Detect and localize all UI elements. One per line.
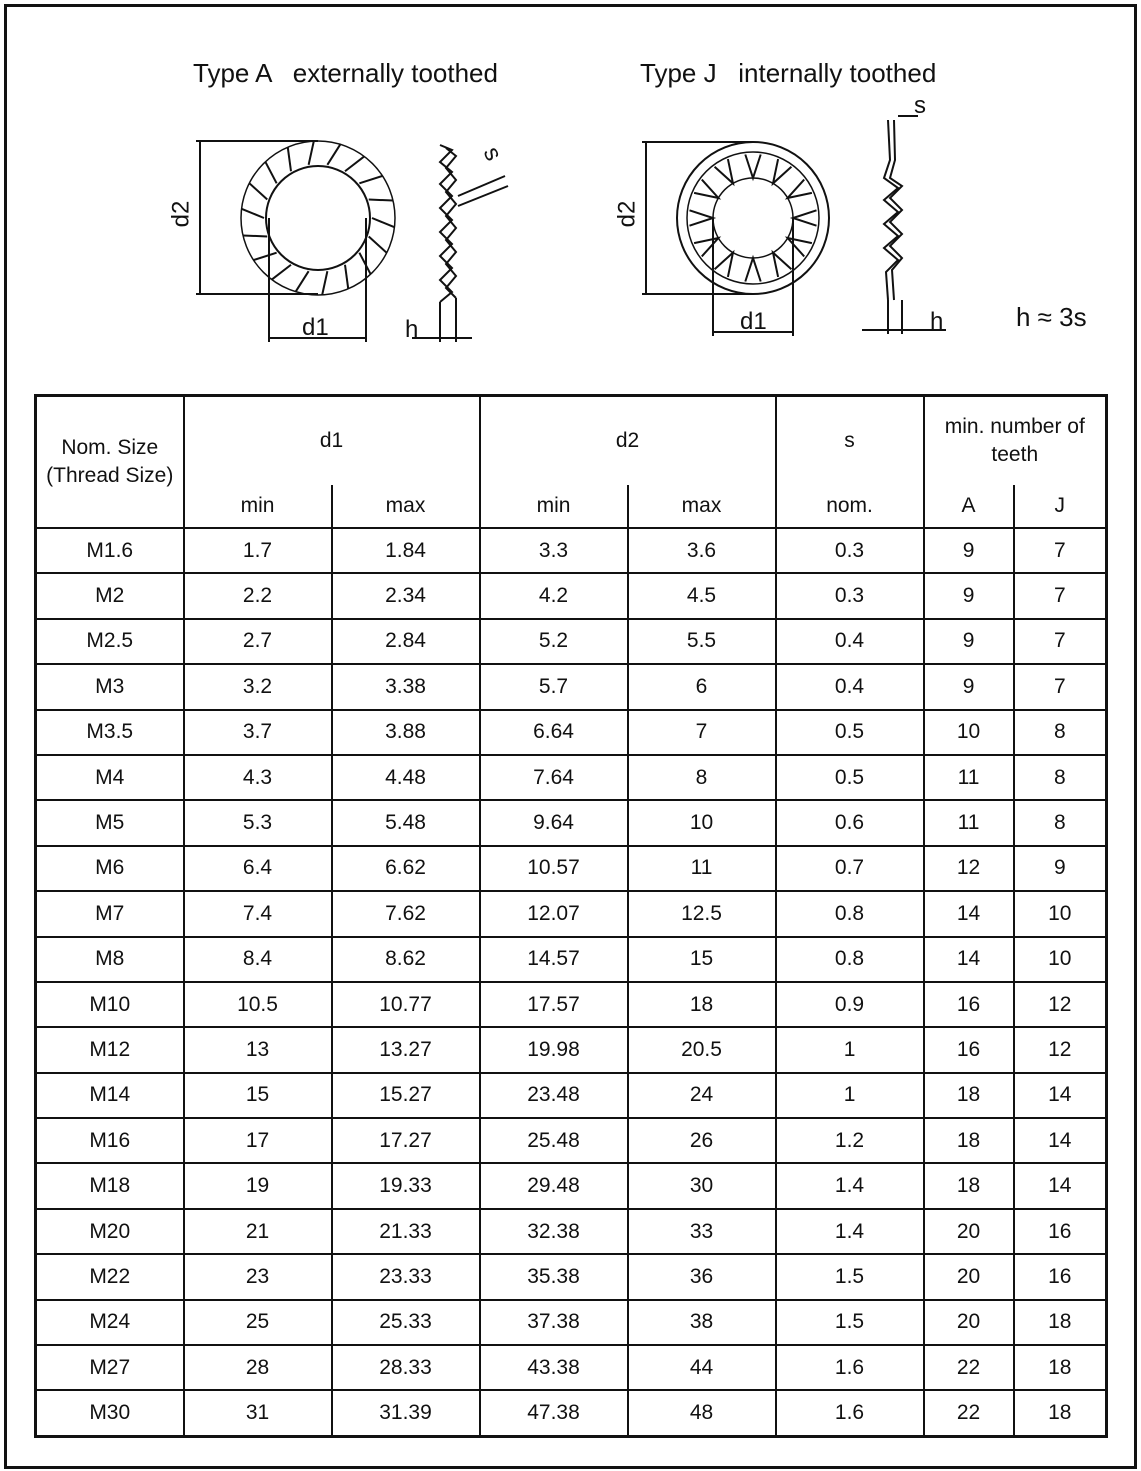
d1-max-cell: 10.77 — [332, 982, 480, 1027]
d1-min-cell: 17 — [184, 1118, 332, 1163]
d1-min-cell: 23 — [184, 1254, 332, 1299]
header-row-2 — [36, 485, 1107, 528]
nom-size-cell: M2.5 — [36, 619, 184, 664]
type-a-d2-label: d2 — [167, 200, 195, 228]
d1-min-cell: 4.3 — [184, 755, 332, 800]
type-j-h-label: h — [930, 308, 944, 335]
type-a-tooth — [242, 209, 264, 218]
type-a-tooth — [288, 147, 291, 171]
d1-min-cell: 5.3 — [184, 800, 332, 845]
type-a-front-view-drawing — [196, 141, 395, 342]
type-a-tooth — [372, 218, 394, 227]
s-nom-cell: 1.6 — [776, 1345, 924, 1390]
table-row — [36, 1073, 1107, 1118]
table-row — [36, 891, 1107, 936]
d2-max-cell: 11 — [628, 846, 776, 891]
type-a-tooth — [322, 271, 327, 295]
teeth-a-cell: 11 — [924, 800, 1014, 845]
nom-size-cell: M1.6 — [36, 528, 184, 573]
d2-max-cell: 44 — [628, 1345, 776, 1390]
s-nom-cell: 0.3 — [776, 528, 924, 573]
d2-min-cell: 37.38 — [480, 1300, 628, 1345]
s-nom-cell: 1.2 — [776, 1118, 924, 1163]
teeth-j-cell: 7 — [1014, 573, 1107, 618]
teeth-a-cell: 12 — [924, 846, 1014, 891]
table-row — [36, 1390, 1107, 1436]
d1-min-cell: 28 — [184, 1345, 332, 1390]
teeth-a-cell: 9 — [924, 619, 1014, 664]
type-a-tooth — [309, 141, 314, 165]
type-a-tooth — [369, 236, 387, 252]
teeth-a-cell: 16 — [924, 1027, 1014, 1072]
type-a-side-view-drawing — [412, 142, 508, 342]
d2-min-cell: 12.07 — [480, 891, 628, 936]
table-row — [36, 1300, 1107, 1345]
table-row — [36, 846, 1107, 891]
teeth-j-cell: 8 — [1014, 710, 1107, 755]
d1-max-cell: 5.48 — [332, 800, 480, 845]
teeth-j-cell: 14 — [1014, 1163, 1107, 1208]
d1-min-cell: 15 — [184, 1073, 332, 1118]
teeth-a-cell: 22 — [924, 1345, 1014, 1390]
table-body — [36, 528, 1107, 1436]
washer-dimension-table — [34, 394, 1108, 1438]
type-a-tooth — [272, 265, 291, 280]
d1-max-cell: 25.33 — [332, 1300, 480, 1345]
s-header: s — [776, 396, 924, 486]
d2-max-cell: 12.5 — [628, 891, 776, 936]
nom-size-cell: M14 — [36, 1073, 184, 1118]
d1-max-cell: 2.84 — [332, 619, 480, 664]
type-j-title: Type J internally toothed — [640, 58, 937, 88]
teeth-j-cell: 18 — [1014, 1300, 1107, 1345]
type-j-d2-label: d2 — [613, 200, 641, 228]
teeth-a-cell: 22 — [924, 1390, 1014, 1436]
d1-min-cell: 7.4 — [184, 891, 332, 936]
s-nom-cell: 0.3 — [776, 573, 924, 618]
nom-size-header: Nom. Size (Thread Size) — [36, 396, 184, 529]
nom-size-cell: M3 — [36, 664, 184, 709]
teeth-j-cell: 7 — [1014, 528, 1107, 573]
teeth-j-cell: 8 — [1014, 755, 1107, 800]
d2-min-cell: 14.57 — [480, 937, 628, 982]
type-j-tooth — [745, 258, 760, 282]
d1-min-cell: 1.7 — [184, 528, 332, 573]
teeth-j-cell: 10 — [1014, 937, 1107, 982]
d1-min-cell: 6.4 — [184, 846, 332, 891]
teeth-j-cell: 14 — [1014, 1073, 1107, 1118]
d1-max-cell: 3.88 — [332, 710, 480, 755]
table-row — [36, 800, 1107, 845]
d1-min-cell: 2.2 — [184, 573, 332, 618]
d2-min-cell: 23.48 — [480, 1073, 628, 1118]
d1-max-cell: 21.33 — [332, 1209, 480, 1254]
table-row — [36, 664, 1107, 709]
d2-max-cell: 5.5 — [628, 619, 776, 664]
type-a-title: Type A externally toothed — [193, 58, 498, 88]
h-approx-note: h ≈ 3s — [1016, 302, 1087, 332]
teeth-j-cell: 12 — [1014, 982, 1107, 1027]
d1-min-cell: 8.4 — [184, 937, 332, 982]
teeth-a-cell: 18 — [924, 1163, 1014, 1208]
type-j-tooth — [745, 155, 760, 179]
s-nom-cell: 0.5 — [776, 755, 924, 800]
teeth-j-cell: 16 — [1014, 1209, 1107, 1254]
table-row — [36, 755, 1107, 800]
teeth-a-cell: 10 — [924, 710, 1014, 755]
nom-size-cell: M5 — [36, 800, 184, 845]
d1-max-cell: 2.34 — [332, 573, 480, 618]
d2-max-cell: 24 — [628, 1073, 776, 1118]
d2-min-cell: 5.2 — [480, 619, 628, 664]
teeth-a-cell: 16 — [924, 982, 1014, 1027]
d1-max-cell: 31.39 — [332, 1390, 480, 1436]
table-row — [36, 937, 1107, 982]
type-j-front-view-drawing — [642, 142, 829, 336]
d1-max-cell: 8.62 — [332, 937, 480, 982]
s-nom-cell: 0.8 — [776, 937, 924, 982]
d2-min-cell: 6.64 — [480, 710, 628, 755]
type-a-tooth — [345, 156, 364, 171]
d1-min-cell: 31 — [184, 1390, 332, 1436]
nom-size-cell: M24 — [36, 1300, 184, 1345]
d1-header: d1 — [184, 396, 480, 486]
d1-min-cell: 19 — [184, 1163, 332, 1208]
d1-max-cell: 7.62 — [332, 891, 480, 936]
d2-max-cell: 38 — [628, 1300, 776, 1345]
d2-header: d2 — [480, 396, 776, 486]
s-nom-cell: 0.4 — [776, 664, 924, 709]
type-j-tooth — [793, 210, 817, 225]
teeth-a-cell: 9 — [924, 664, 1014, 709]
teeth-a-cell: 20 — [924, 1254, 1014, 1299]
d2-min-cell: 32.38 — [480, 1209, 628, 1254]
teeth-a-cell: 11 — [924, 755, 1014, 800]
type-a-tooth — [249, 183, 267, 199]
d2-min-cell: 35.38 — [480, 1254, 628, 1299]
d1-max-cell: 13.27 — [332, 1027, 480, 1072]
s-nom-cell: 1 — [776, 1073, 924, 1118]
d2-min-cell: 43.38 — [480, 1345, 628, 1390]
nom-size-cell: M12 — [36, 1027, 184, 1072]
d1-min-cell: 10.5 — [184, 982, 332, 1027]
teeth-a-cell: 14 — [924, 937, 1014, 982]
d2-max-cell: 4.5 — [628, 573, 776, 618]
type-a-tooth — [369, 200, 393, 201]
d2-max-cell: 10 — [628, 800, 776, 845]
d2-max-cell: 6 — [628, 664, 776, 709]
nom-size-cell: M27 — [36, 1345, 184, 1390]
d1-max-cell: 23.33 — [332, 1254, 480, 1299]
table-row — [36, 1163, 1107, 1208]
type-a-h-label: h — [405, 316, 419, 343]
d1-max-cell: 3.38 — [332, 664, 480, 709]
s-nom-header: nom. — [776, 485, 924, 528]
nom-size-cell: M7 — [36, 891, 184, 936]
table-row — [36, 1345, 1107, 1390]
teeth-j-cell: 7 — [1014, 619, 1107, 664]
table-row — [36, 710, 1107, 755]
type-j-tooth — [690, 210, 714, 225]
d1-min-header: min — [184, 485, 332, 528]
teeth-j-cell: 18 — [1014, 1390, 1107, 1436]
s-nom-cell: 1.5 — [776, 1300, 924, 1345]
type-j-s-label: s — [914, 92, 926, 119]
d2-min-cell: 19.98 — [480, 1027, 628, 1072]
nom-size-cell: M8 — [36, 937, 184, 982]
teeth-a-cell: 9 — [924, 573, 1014, 618]
s-nom-cell: 0.8 — [776, 891, 924, 936]
table-row — [36, 1209, 1107, 1254]
washer-drawings — [0, 0, 1141, 390]
table-row — [36, 982, 1107, 1027]
s-nom-cell: 1 — [776, 1027, 924, 1072]
teeth-j-cell: 14 — [1014, 1118, 1107, 1163]
type-a-d1-label: d1 — [302, 314, 329, 341]
teeth-j-header: J — [1014, 485, 1107, 528]
teeth-header: min. number of teeth — [924, 396, 1107, 486]
d2-min-cell: 17.57 — [480, 982, 628, 1027]
type-a-s-label: s — [477, 142, 508, 165]
d2-min-cell: 47.38 — [480, 1390, 628, 1436]
table-row — [36, 1027, 1107, 1072]
d2-max-cell: 7 — [628, 710, 776, 755]
s-nom-cell: 0.9 — [776, 982, 924, 1027]
table-row — [36, 528, 1107, 573]
d2-max-cell: 30 — [628, 1163, 776, 1208]
d1-min-cell: 13 — [184, 1027, 332, 1072]
teeth-a-cell: 20 — [924, 1209, 1014, 1254]
d1-max-cell: 15.27 — [332, 1073, 480, 1118]
d1-min-cell: 25 — [184, 1300, 332, 1345]
d2-min-header: min — [480, 485, 628, 528]
teeth-j-cell: 16 — [1014, 1254, 1107, 1299]
nom-size-cell: M16 — [36, 1118, 184, 1163]
d2-min-cell: 7.64 — [480, 755, 628, 800]
d2-max-cell: 8 — [628, 755, 776, 800]
d2-max-cell: 20.5 — [628, 1027, 776, 1072]
table-row — [36, 1118, 1107, 1163]
nom-size-cell: M4 — [36, 755, 184, 800]
d2-max-cell: 48 — [628, 1390, 776, 1436]
s-nom-cell: 0.5 — [776, 710, 924, 755]
table-row — [36, 619, 1107, 664]
d1-max-cell: 17.27 — [332, 1118, 480, 1163]
d1-max-cell: 1.84 — [332, 528, 480, 573]
d2-min-cell: 10.57 — [480, 846, 628, 891]
table-row — [36, 1254, 1107, 1299]
d2-max-header: max — [628, 485, 776, 528]
d2-max-cell: 33 — [628, 1209, 776, 1254]
d2-max-cell: 15 — [628, 937, 776, 982]
type-a-tooth — [254, 253, 277, 260]
d1-max-cell: 6.62 — [332, 846, 480, 891]
nom-size-cell: M22 — [36, 1254, 184, 1299]
teeth-a-cell: 18 — [924, 1118, 1014, 1163]
d2-min-cell: 4.2 — [480, 573, 628, 618]
teeth-j-cell: 9 — [1014, 846, 1107, 891]
s-nom-cell: 1.4 — [776, 1209, 924, 1254]
teeth-a-header: A — [924, 485, 1014, 528]
nom-size-cell: M20 — [36, 1209, 184, 1254]
teeth-j-cell: 12 — [1014, 1027, 1107, 1072]
type-a-tooth — [359, 176, 382, 183]
s-nom-cell: 0.7 — [776, 846, 924, 891]
d2-min-cell: 29.48 — [480, 1163, 628, 1208]
s-nom-cell: 0.6 — [776, 800, 924, 845]
nom-size-cell: M18 — [36, 1163, 184, 1208]
d2-min-cell: 25.48 — [480, 1118, 628, 1163]
d2-max-cell: 3.6 — [628, 528, 776, 573]
d1-min-cell: 3.2 — [184, 664, 332, 709]
nom-size-cell: M6 — [36, 846, 184, 891]
header-row-1 — [36, 396, 1107, 486]
table-row — [36, 573, 1107, 618]
s-nom-cell: 1.4 — [776, 1163, 924, 1208]
d1-min-cell: 21 — [184, 1209, 332, 1254]
type-a-tooth — [327, 144, 340, 165]
nom-size-cell: M30 — [36, 1390, 184, 1436]
d2-min-cell: 3.3 — [480, 528, 628, 573]
nom-size-cell: M10 — [36, 982, 184, 1027]
d2-max-cell: 26 — [628, 1118, 776, 1163]
nom-size-cell: M3.5 — [36, 710, 184, 755]
d1-max-cell: 28.33 — [332, 1345, 480, 1390]
teeth-a-cell: 18 — [924, 1073, 1014, 1118]
teeth-a-cell: 14 — [924, 891, 1014, 936]
d2-max-cell: 36 — [628, 1254, 776, 1299]
d2-min-cell: 9.64 — [480, 800, 628, 845]
d2-min-cell: 5.7 — [480, 664, 628, 709]
teeth-a-cell: 9 — [924, 528, 1014, 573]
teeth-j-cell: 10 — [1014, 891, 1107, 936]
type-j-side-view-drawing — [862, 116, 946, 334]
nom-size-cell: M2 — [36, 573, 184, 618]
teeth-j-cell: 18 — [1014, 1345, 1107, 1390]
d1-max-cell: 4.48 — [332, 755, 480, 800]
d2-max-cell: 18 — [628, 982, 776, 1027]
s-nom-cell: 1.6 — [776, 1390, 924, 1436]
d1-max-cell: 19.33 — [332, 1163, 480, 1208]
teeth-j-cell: 8 — [1014, 800, 1107, 845]
type-a-tooth — [296, 271, 309, 292]
type-j-d1-label: d1 — [740, 308, 767, 335]
d1-min-cell: 2.7 — [184, 619, 332, 664]
d1-min-cell: 3.7 — [184, 710, 332, 755]
s-nom-cell: 1.5 — [776, 1254, 924, 1299]
d1-max-header: max — [332, 485, 480, 528]
type-a-tooth — [265, 162, 276, 183]
type-a-tooth — [345, 265, 348, 289]
teeth-j-cell: 7 — [1014, 664, 1107, 709]
teeth-a-cell: 20 — [924, 1300, 1014, 1345]
type-a-tooth — [243, 235, 267, 236]
s-nom-cell: 0.4 — [776, 619, 924, 664]
